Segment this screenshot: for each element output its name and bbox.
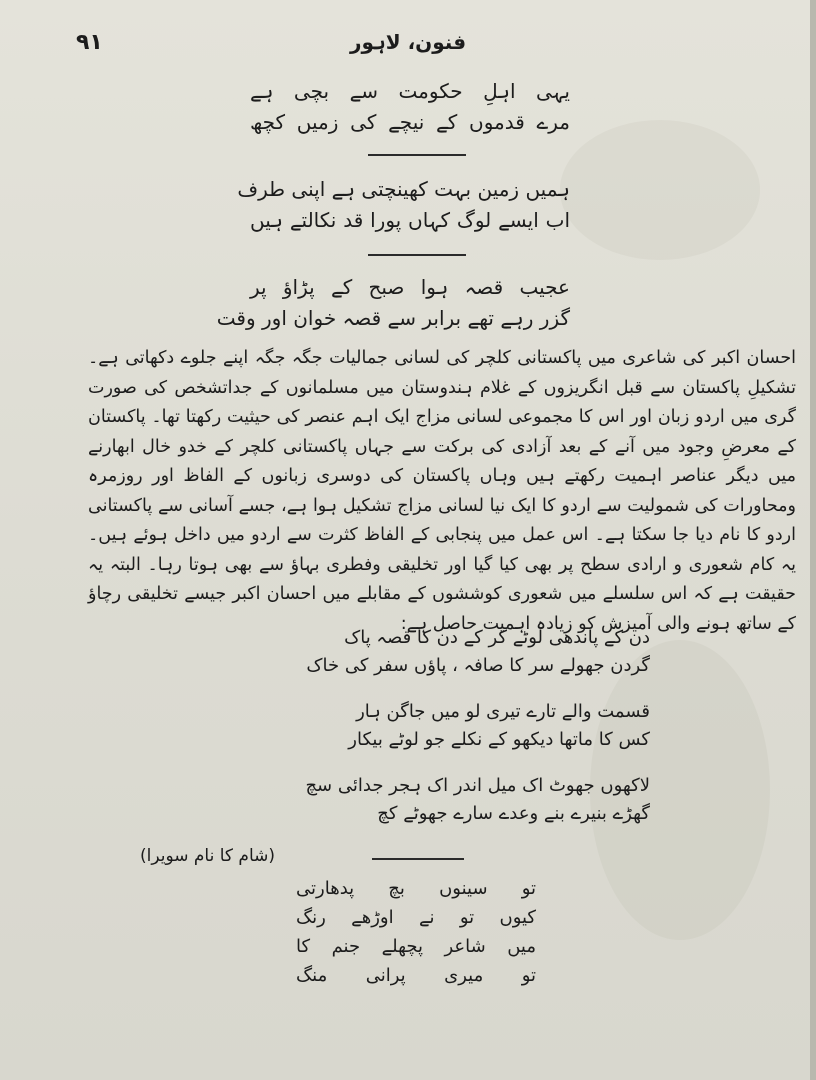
verse-line: کس کا ماتھا دیکھو کے نکلے جو لوٹے بیکار [348,729,650,750]
verse-row [296,961,536,990]
verse-word: میں [507,936,536,957]
verse-word: رنگ [296,907,326,928]
verse-couplet [306,624,650,680]
page-edge [810,0,816,1080]
punjabi-verse [296,874,536,990]
verse-block-3 [216,272,570,334]
verse-word: تو [459,907,475,928]
verse-word: جنم [331,936,361,957]
verse-word: پچھلے [381,936,424,957]
verse-couplet [348,698,650,754]
verse-word: تو [521,965,536,986]
verse-word: پدھارتی [296,878,355,899]
verse-block-2 [237,174,570,236]
verse-row [296,932,536,961]
verse-line: دن کے پاندھی لوٹے کر کے دن کا قصہ پاک [344,627,650,648]
verse-word: میری [444,965,484,986]
prose-paragraph: احسان اکبر کی شاعری میں پاکستانی کلچر کی لسانی جمالیات جگہ جگہ اپنے جلوے دکھاتی ہے۔ تشکیلِ پاکستان سے قبل انگریزوں کے غلام ہندوستان میں مسلمانوں کے جداتشخص کی صورت گری میں اردو زبان اور اس کا مجموعی لسانی مزاج ایک اہم عنصر کی حیثیت رکھتا تھا۔ پاکستان کے معرضِ وجود میں آنے کے بعد آزادی کی برکت سے جہاں پاکستانی کلچر کے خدو خال ابھارنے میں دیگر عناصر اہمیت رکھتے ہیں وہاں پاکستان کی دوسری زبانوں کے الفاظ اور روزمرہ ومحاورات کی شمولیت سے اردو کا ایک نیا لسانی مزاج تشکیل ہوا ہے، جسے آسانی سے پاکستانی اردو کا نام دیا جا سکتا ہے۔ اس عمل میں پنجابی کے الفاظ کثرت سے اردو میں داخل ہوئے ہیں۔ یہ کام شعوری و ارادی سطح پر بھی کیا گیا اور تخلیقی وفطری بہاؤ سے بھی ہوتا رہا۔ البتہ یہ حقیقت ہے کہ اس سلسلے میں شعوری کوششوں کے مقابلے میں احسان اکبر جیسے تخلیقی رچاؤ کے ساتھ ہونے والی آمیزش کو زیادہ اہمیت حاصل ہے: [88,348,796,634]
verse-line: عجیب قصہ ہوا صبح کے پڑاؤ پر [250,275,570,299]
verse-line: مرے قدموں کے نیچے کی زمیں کچھ [250,110,570,134]
verse-line: گھڑے بنیرے بنے وعدے سارے جھوٹے کچ [377,803,650,824]
verse-word: کیوں [499,907,536,928]
verse-word: کا [296,936,311,957]
verse-word: نے [418,907,435,928]
section-divider [368,254,466,256]
verse-line: گردن جھولے سر کا صافہ ، پاؤں سفر کی خاک [306,655,650,676]
verse-line: لاکھوں جھوٹ اک میل اندر اک ہجر جدائی سچ [305,775,650,796]
verse-line: اب ایسے لوگ کہاں پورا قد نکالتے ہیں [250,208,570,232]
running-head: فنون، لاہور [349,30,467,54]
section-divider [372,858,464,860]
verse-word: سینوں [439,878,488,899]
section-divider [368,154,466,156]
source-note: (شام کا نام سویرا) [140,846,275,866]
paper-stain [560,120,760,260]
verse-line: یہی اہلِ حکومت سے بچی ہے [250,79,570,103]
verse-word: اوڑھے [351,907,394,928]
page-number: ۹۱ [76,30,103,55]
verse-word: بچ [388,878,405,899]
verse-line: گزر رہے تھے برابر سے قصہ خوان اور وقت [216,306,570,330]
verse-couplet [305,772,650,828]
verse-word: شاعر [444,936,486,957]
verse-word: تو [521,878,536,899]
verse-word: منگ [296,965,328,986]
verse-line: قسمت والے تارے تیری لو میں جاگن ہار [356,701,650,722]
verse-block-1 [250,76,570,138]
verse-word: پرانی [365,965,406,986]
verse-row [296,903,536,932]
verse-line: ہمیں زمین بہت کھینچتی ہے اپنی طرف [237,177,570,201]
verse-row [296,874,536,903]
